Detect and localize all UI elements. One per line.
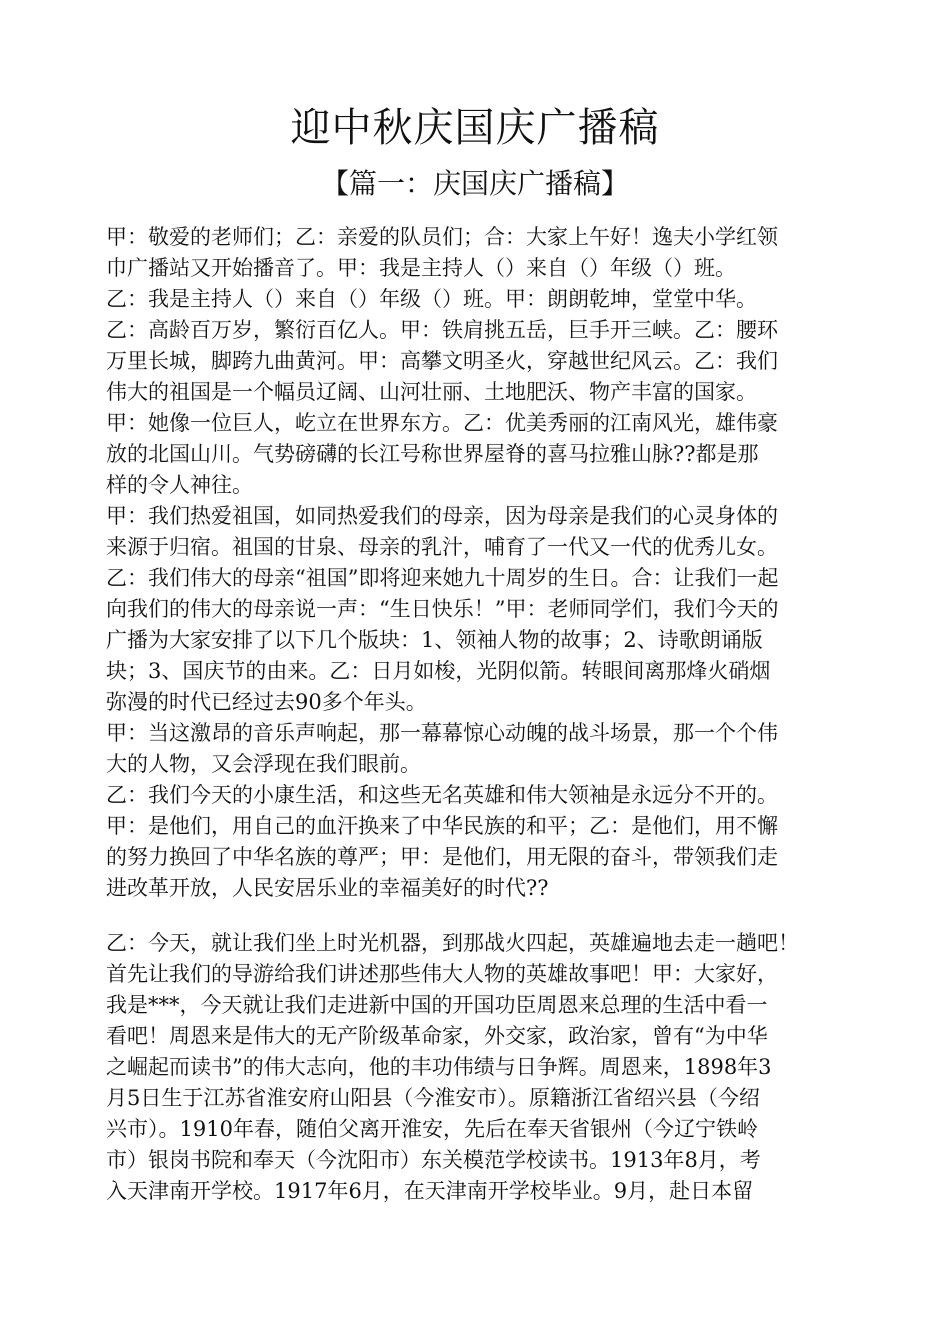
text-line: 甲：敬爱的老师们；乙：亲爱的队员们；合：大家上午好！逸夫小学红领 <box>106 225 778 249</box>
text-line: 伟大的祖国是一个幅员辽阔、山河壮丽、土地肥沃、物产丰富的国家。 <box>106 380 757 404</box>
text-line: 甲：是他们，用自己的血汗换来了中华民族的和平；乙：是他们，用不懈 <box>106 814 778 838</box>
text-line: 弥漫的时代已经过去90多个年头。 <box>106 690 427 714</box>
text-line: 大的人物，又会浮现在我们眼前。 <box>106 752 421 776</box>
document-title: 迎中秋庆国庆广播稿 <box>290 105 660 151</box>
text-line: 进改革开放，人民安居乐业的幸福美好的时代?? <box>106 876 549 900</box>
text-line: 乙：我们伟大的母亲“祖国”即将迎来她九十周岁的生日。合：让我们一起 <box>106 566 779 590</box>
document-subtitle: 【篇一：庆国庆广播稿】 <box>320 167 629 200</box>
text-line: 乙：我们今天的小康生活，和这些无名英雄和伟大领袖是永远分不开的。 <box>106 783 778 807</box>
text-line: 向我们的伟大的母亲说一声：“生日快乐！”甲：老师同学们，我们今天的 <box>106 597 779 621</box>
text-line: 甲：我们热爱祖国，如同热爱我们的母亲，因为母亲是我们的心灵身体的 <box>106 504 778 528</box>
text-line: 甲：她像一位巨人，屹立在世界东方。乙：优美秀丽的江南风光，雄伟豪 <box>106 411 778 435</box>
text-line: 放的北国山川。气势磅礴的长江号称世界屋脊的喜马拉雅山脉??都是那 <box>106 442 759 466</box>
text-line: 乙：我是主持人（）来自（）年级（）班。甲：朗朗乾坤，堂堂中华。 <box>106 287 757 311</box>
body-text-part-2 <box>106 928 858 1207</box>
text-line: 的努力换回了中华名族的尊严；甲：是他们，用无限的奋斗，带领我们走 <box>106 845 778 869</box>
body-text-part-1 <box>106 222 858 904</box>
text-line: 我是***，今天就让我们走进新中国的开国功臣周恩来总理的生活中看一 <box>106 993 768 1017</box>
text-line: 万里长城，脚跨九曲黄河。甲：高攀文明圣火，穿越世纪风云。乙：我们 <box>106 349 778 373</box>
text-line: 月5日生于江苏省淮安府山阳县（今淮安市）。原籍浙江省绍兴县（今绍 <box>106 1086 760 1110</box>
text-line: 看吧！周恩来是伟大的无产阶级革命家，外交家，政治家，曾有“为中华 <box>106 1024 768 1048</box>
text-line: 来源于归宿。祖国的甘泉、母亲的乳汁，哺育了一代又一代的优秀儿女。 <box>106 535 778 559</box>
text-line: 样的令人神往。 <box>106 473 253 497</box>
text-line: 入天津南开学校。1917年6月，在天津南开学校毕业。9月，赴日本留 <box>106 1179 754 1203</box>
text-line: 兴市）。1910年春，随伯父离开淮安，先后在奉天省银州（今辽宁铁岭 <box>106 1117 758 1141</box>
text-line: 首先让我们的导游给我们讲述那些伟大人物的英雄故事吧！甲：大家好， <box>106 962 778 986</box>
text-line: 之崛起而读书”的伟大志向，他的丰功伟绩与日争辉。周恩来，1898年3 <box>106 1055 772 1079</box>
text-line: 巾广播站又开始播音了。甲：我是主持人（）来自（）年级（）班。 <box>106 256 736 280</box>
text-line: 块；3、国庆节的由来。乙：日月如梭，光阴似箭。转眼间离那烽火硝烟 <box>106 659 771 683</box>
text-line: 市）银岗书院和奉天（今沈阳市）东关模范学校读书。1913年8月，考 <box>106 1148 761 1172</box>
text-line: 甲：当这激昂的音乐声响起，那一幕幕惊心动魄的战斗场景，那一个个伟 <box>106 721 778 745</box>
text-line: 乙：今天，就让我们坐上时光机器，到那战火四起，英雄遍地去走一趟吧！ <box>106 931 799 955</box>
text-line: 乙：高龄百万岁，繁衍百亿人。甲：铁肩挑五岳，巨手开三峡。乙：腰环 <box>106 318 778 342</box>
text-line: 广播为大家安排了以下几个版块：1、领袖人物的故事；2、诗歌朗诵版 <box>106 628 763 652</box>
